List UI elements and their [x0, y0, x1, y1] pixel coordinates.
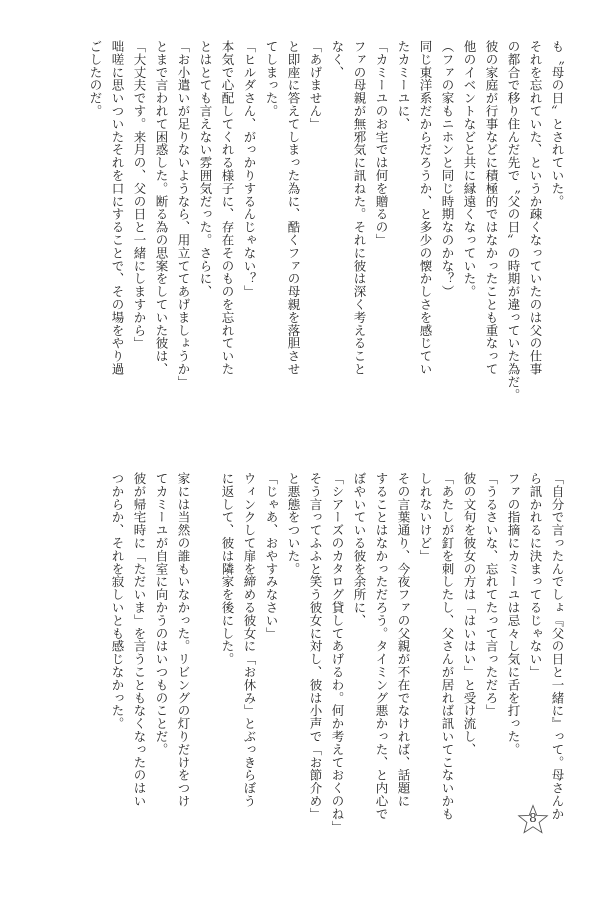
text-line: 彼の家庭が行事などに積極的ではなかったことも重なって — [484, 40, 499, 376]
text-line: その言葉通り、今夜ファの父親が不在でなければ、話題に — [396, 472, 411, 808]
page-number: 8 — [529, 811, 537, 825]
text-line: とまで言われて困惑した。断る為の思案をしていた彼は、 — [154, 40, 169, 376]
text-line — [194, 472, 216, 857]
text-line: （ファの家もニホンと同じ時期なのかな？） — [440, 40, 455, 298]
text-line: 咄嗟に思いついたそれを口にすることで、その場をやり過 — [110, 40, 125, 376]
text-line: の都合で移り住んだ先で〝父の日〟の時期が違っていた為だ。 — [506, 40, 521, 402]
text-line: 「お小遣いが足りないようなら、用立ててあげましょうか」 — [176, 40, 191, 389]
text-line: 「自分で言ったんでしょ『父の日と一緒に』って。母さんか — [550, 472, 565, 821]
text-line: そう言ってふふと笑う彼女に対し、彼は小声で「お節介め」 — [308, 472, 323, 821]
text-line: なく、 — [330, 40, 345, 79]
text-line: ファの母親が無邪気に訊ねた。それに彼は深く考えること — [352, 40, 367, 376]
text-line: 「大丈夫です。来月の、父の日と一緒にしますから」 — [132, 40, 147, 350]
text-line: たカミーユに、 — [396, 40, 411, 131]
text-line: 本気で心配してくれる様子に、存在そのものを忘れていた — [220, 40, 235, 376]
text-line: と即座に答えてしまった為に、酷くファの母親を落胆させ — [286, 40, 301, 376]
text-line: 「シアーズのカタログ貸してあげるわ。何か考えておくのね」 — [330, 472, 345, 834]
page-number-badge — [517, 804, 549, 836]
text-line: 彼が帰宅時に「ただいま」を言うこともなくなったのはい — [132, 472, 147, 808]
text-line: に返して、彼は隣家を後にした。 — [220, 472, 235, 666]
text-line: つからか、それを寂しいとも感じなかった。 — [110, 472, 125, 730]
text-line: 「あげません」 — [308, 40, 323, 131]
text-line: それを忘れていた、というか疎くなっていたのは父の仕事 — [528, 40, 543, 376]
text-line: と悪態をついた。 — [286, 472, 301, 576]
text-line: 「ヒルダさん、がっかりするんじゃない？」 — [242, 40, 257, 298]
text-line: しれないけど」 — [418, 472, 433, 563]
text-line: も〝母の日〟とされていた。 — [550, 40, 565, 208]
text-line: することはなかっただろう。タイミング悪かった、と内心で — [374, 472, 389, 821]
text-line: ら訊かれるに決まってるじゃない」 — [528, 472, 543, 679]
text-line: 「カミーユのお宅では何を贈るの」 — [374, 40, 389, 247]
text-line: 同じ東洋系だからだろうか、と多少の懐かしさを感じてい — [418, 40, 433, 376]
text-line: 家には当然の誰もいなかった。リビングの灯りだけをつけ — [176, 472, 191, 808]
text-line: ごしたのだ。 — [88, 40, 103, 118]
text-line: とはとても言えない雰囲気だった。さらに、 — [198, 40, 213, 298]
text-line: 他のイベントなどと共に縁遠くなっていた。 — [462, 40, 477, 298]
text-line: 「うるさいな、忘れてたって言っただろ」 — [484, 472, 499, 718]
text-line: ぼやいている彼を余所に、 — [352, 472, 367, 627]
text-line: てしまった。 — [264, 40, 279, 118]
text-line: ファの指摘にカミーユは忌々し気に舌を打った。 — [506, 472, 521, 756]
text-line: 「じゃあ、おやすみなさい」 — [264, 472, 279, 640]
text-line: 「あたしが釘を刺したし、父さんが居れば訊いてこないかも — [440, 472, 455, 821]
text-line: 彼の文句を彼女の方は「はいはい」と受け流し、 — [462, 472, 477, 756]
text-block-bottom — [100, 472, 568, 857]
text-line: ウィンクして扉を締める彼女に「お休み」とぶっきらぼう — [242, 472, 257, 808]
text-block-top — [88, 40, 568, 425]
text-line: てカミーユが自室に向かうのはいつものことだ。 — [154, 472, 169, 756]
